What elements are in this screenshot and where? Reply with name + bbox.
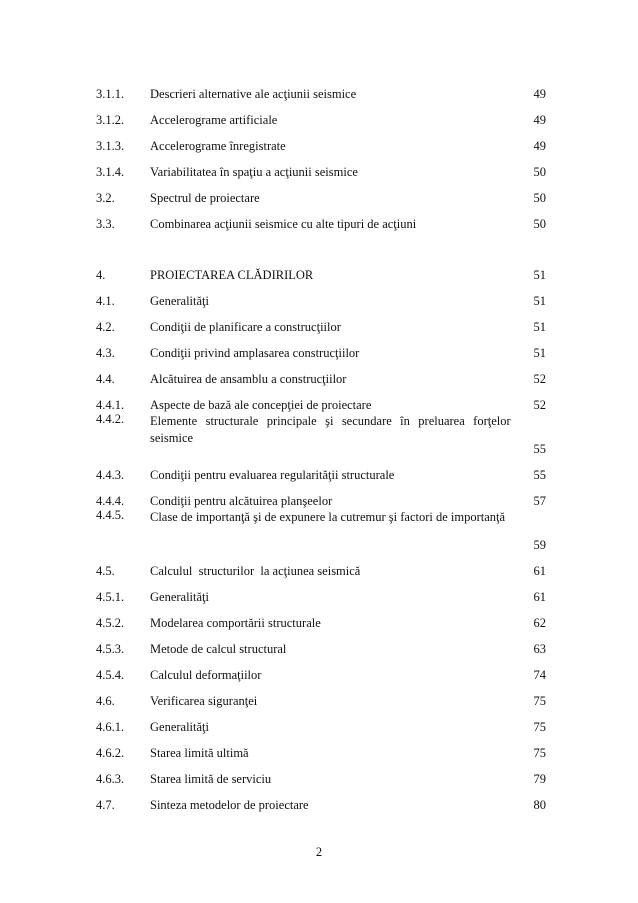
toc-entry-page: 50	[533, 164, 546, 179]
toc-entry-4-5-2	[96, 603, 546, 629]
section-gap	[96, 230, 546, 255]
toc-entry-4-4-4	[96, 481, 546, 507]
toc-entry-number: 4.4.3.	[96, 467, 125, 482]
toc-entry-number: 4.4.	[96, 371, 115, 386]
toc-entry-title: Sinteza metodelor de proiectare	[150, 797, 309, 812]
page-number: 2	[315, 845, 323, 859]
toc-entry-page: 63	[533, 641, 546, 656]
toc-entry-number: 4.6.3.	[96, 771, 125, 786]
toc-entry-page: 55	[533, 467, 546, 482]
toc-entry-page: 51	[533, 267, 546, 282]
toc-entry-3-1-4	[96, 152, 546, 178]
toc-entry-4-3	[96, 333, 546, 359]
toc-entry-page: 52	[533, 397, 546, 412]
toc-entry-4-1	[96, 281, 546, 307]
toc-entry-page: 49	[533, 112, 546, 127]
toc-entry-page: 51	[533, 345, 546, 360]
toc-entry-4-6-1	[96, 707, 546, 733]
toc-entry-number: 4.2.	[96, 319, 115, 334]
toc-entry-page: 50	[533, 190, 546, 205]
toc-entry-title: Combinarea acţiunii seismice cu alte tipuri de acţiuni	[150, 216, 417, 231]
toc-entry-page: 80	[533, 797, 546, 812]
toc-entry-number: 4.5.2.	[96, 615, 125, 630]
toc-entry-4-4-2	[96, 411, 546, 455]
toc-entry-page: 61	[533, 563, 546, 578]
toc-entry-number: 4.5.4.	[96, 667, 125, 682]
toc-entry-title: Accelerograme înregistrate	[150, 138, 286, 153]
toc-entry-3-1-3	[96, 126, 546, 152]
toc-entry-4-7	[96, 785, 546, 811]
toc-entry-3-3	[96, 204, 546, 230]
toc-entry-number: 3.1.1.	[96, 86, 125, 101]
toc-entry-page: 74	[533, 667, 546, 682]
toc-entry-number: 3.2.	[96, 190, 115, 205]
toc-entry-number: 4.1.	[96, 293, 115, 308]
toc-entry-number: 3.3.	[96, 216, 115, 231]
toc-entry-number: 4.7.	[96, 797, 115, 812]
toc-entry-title: Starea limită ultimă	[150, 745, 249, 760]
toc-entry-page: 57	[533, 493, 546, 508]
toc-entry-4-5-1	[96, 577, 546, 603]
toc-entry-title: Spectrul de proiectare	[150, 190, 260, 205]
toc-entry-4-6	[96, 681, 546, 707]
toc-entry-4-5	[96, 551, 546, 577]
toc-entry-title: Aspecte de bază ale concepţiei de proiectare	[150, 397, 372, 412]
toc-entry-title: Alcătuirea de ansamblu a construcţiilor	[150, 371, 347, 386]
toc-entry-4-6-2	[96, 733, 546, 759]
toc-entry-number: 4.	[96, 267, 106, 282]
toc-entry-title: Calculul deformaţiilor	[150, 667, 262, 682]
toc-entry-title: Condiţii pentru alcătuirea planşeelor	[150, 493, 333, 508]
toc-entry-page: 49	[533, 86, 546, 101]
toc-entry-title: PROIECTAREA CLĂDIRILOR	[150, 267, 314, 282]
toc-entry-page: 55	[533, 441, 546, 456]
toc-entry-title: Generalităţi	[150, 719, 209, 734]
toc-entry-number: 4.5.	[96, 563, 115, 578]
toc-entry-4-4-3	[96, 455, 546, 481]
table-of-contents	[96, 74, 546, 811]
toc-entry-title: Calculul structurilor la acţiunea seismică	[150, 563, 361, 578]
toc-entry-page: 51	[533, 319, 546, 334]
toc-entry-number: 4.4.2.	[96, 412, 125, 426]
toc-entry-page: 61	[533, 589, 546, 604]
toc-entry-number: 3.1.4.	[96, 164, 125, 179]
toc-entry-title: Clase de importanţă şi de expunere la cutremur şi factori de importanţă	[150, 510, 506, 524]
toc-entry-title: Descrieri alternative ale acţiunii seismice	[150, 86, 357, 101]
toc-entry-page: 50	[533, 216, 546, 231]
toc-entry-3-2	[96, 178, 546, 204]
toc-entry-title: Condiţii de planificare a construcţiilor	[150, 319, 341, 334]
toc-entry-4-5-3	[96, 629, 546, 655]
toc-entry-title: Metode de calcul structural	[150, 641, 287, 656]
toc-entry-page: 79	[533, 771, 546, 786]
toc-entry-title: Generalităţi	[150, 589, 209, 604]
toc-entry-title: Modelarea comportării structurale	[150, 615, 321, 630]
toc-entry-number: 4.4.1.	[96, 397, 125, 412]
toc-entry-number: 3.1.3.	[96, 138, 125, 153]
toc-entry-number: 3.1.2.	[96, 112, 125, 127]
toc-entry-title: Accelerograme artificiale	[150, 112, 278, 127]
toc-entry-title: Condiţii pentru evaluarea regularităţii structurale	[150, 467, 395, 482]
toc-entry-title: Generalităţi	[150, 293, 209, 308]
toc-entry-page: 51	[533, 293, 546, 308]
toc-entry-title: Condiţii privind amplasarea construcţiilor	[150, 345, 360, 360]
toc-entry-page: 75	[533, 719, 546, 734]
toc-entry-page: 52	[533, 371, 546, 386]
toc-entry-4-4-1	[96, 385, 546, 411]
toc-entry-4-4	[96, 359, 546, 385]
toc-entry-page: 75	[533, 693, 546, 708]
toc-entry-page: 59	[533, 537, 546, 552]
toc-entry-number: 4.6.2.	[96, 745, 125, 760]
toc-entry-3-1-2	[96, 100, 546, 126]
toc-entry-title: Starea limită de serviciu	[150, 771, 272, 786]
toc-entry-title: Verificarea siguranţei	[150, 693, 258, 708]
toc-entry-number: 4.5.1.	[96, 589, 125, 604]
toc-entry-4-6-3	[96, 759, 546, 785]
toc-entry-4-4-5	[96, 507, 546, 551]
toc-entry-title: Elemente structurale principale şi secundare în preluarea forţelor seismice	[150, 414, 511, 445]
toc-entry-number: 4.6.	[96, 693, 115, 708]
toc-entry-3-1-1	[96, 74, 546, 100]
toc-entry-title: Variabilitatea în spaţiu a acţiunii seismice	[150, 164, 358, 179]
toc-entry-number: 4.4.4.	[96, 493, 125, 508]
toc-entry-4-5-4	[96, 655, 546, 681]
toc-entry-number: 4.5.3.	[96, 641, 125, 656]
toc-entry-4	[96, 255, 546, 281]
toc-entry-number: 4.6.1.	[96, 719, 125, 734]
toc-entry-page: 75	[533, 745, 546, 760]
toc-entry-page: 62	[533, 615, 546, 630]
toc-entry-page: 49	[533, 138, 546, 153]
toc-entry-number: 4.3.	[96, 345, 115, 360]
toc-entry-number: 4.4.5.	[96, 508, 125, 522]
toc-entry-4-2	[96, 307, 546, 333]
